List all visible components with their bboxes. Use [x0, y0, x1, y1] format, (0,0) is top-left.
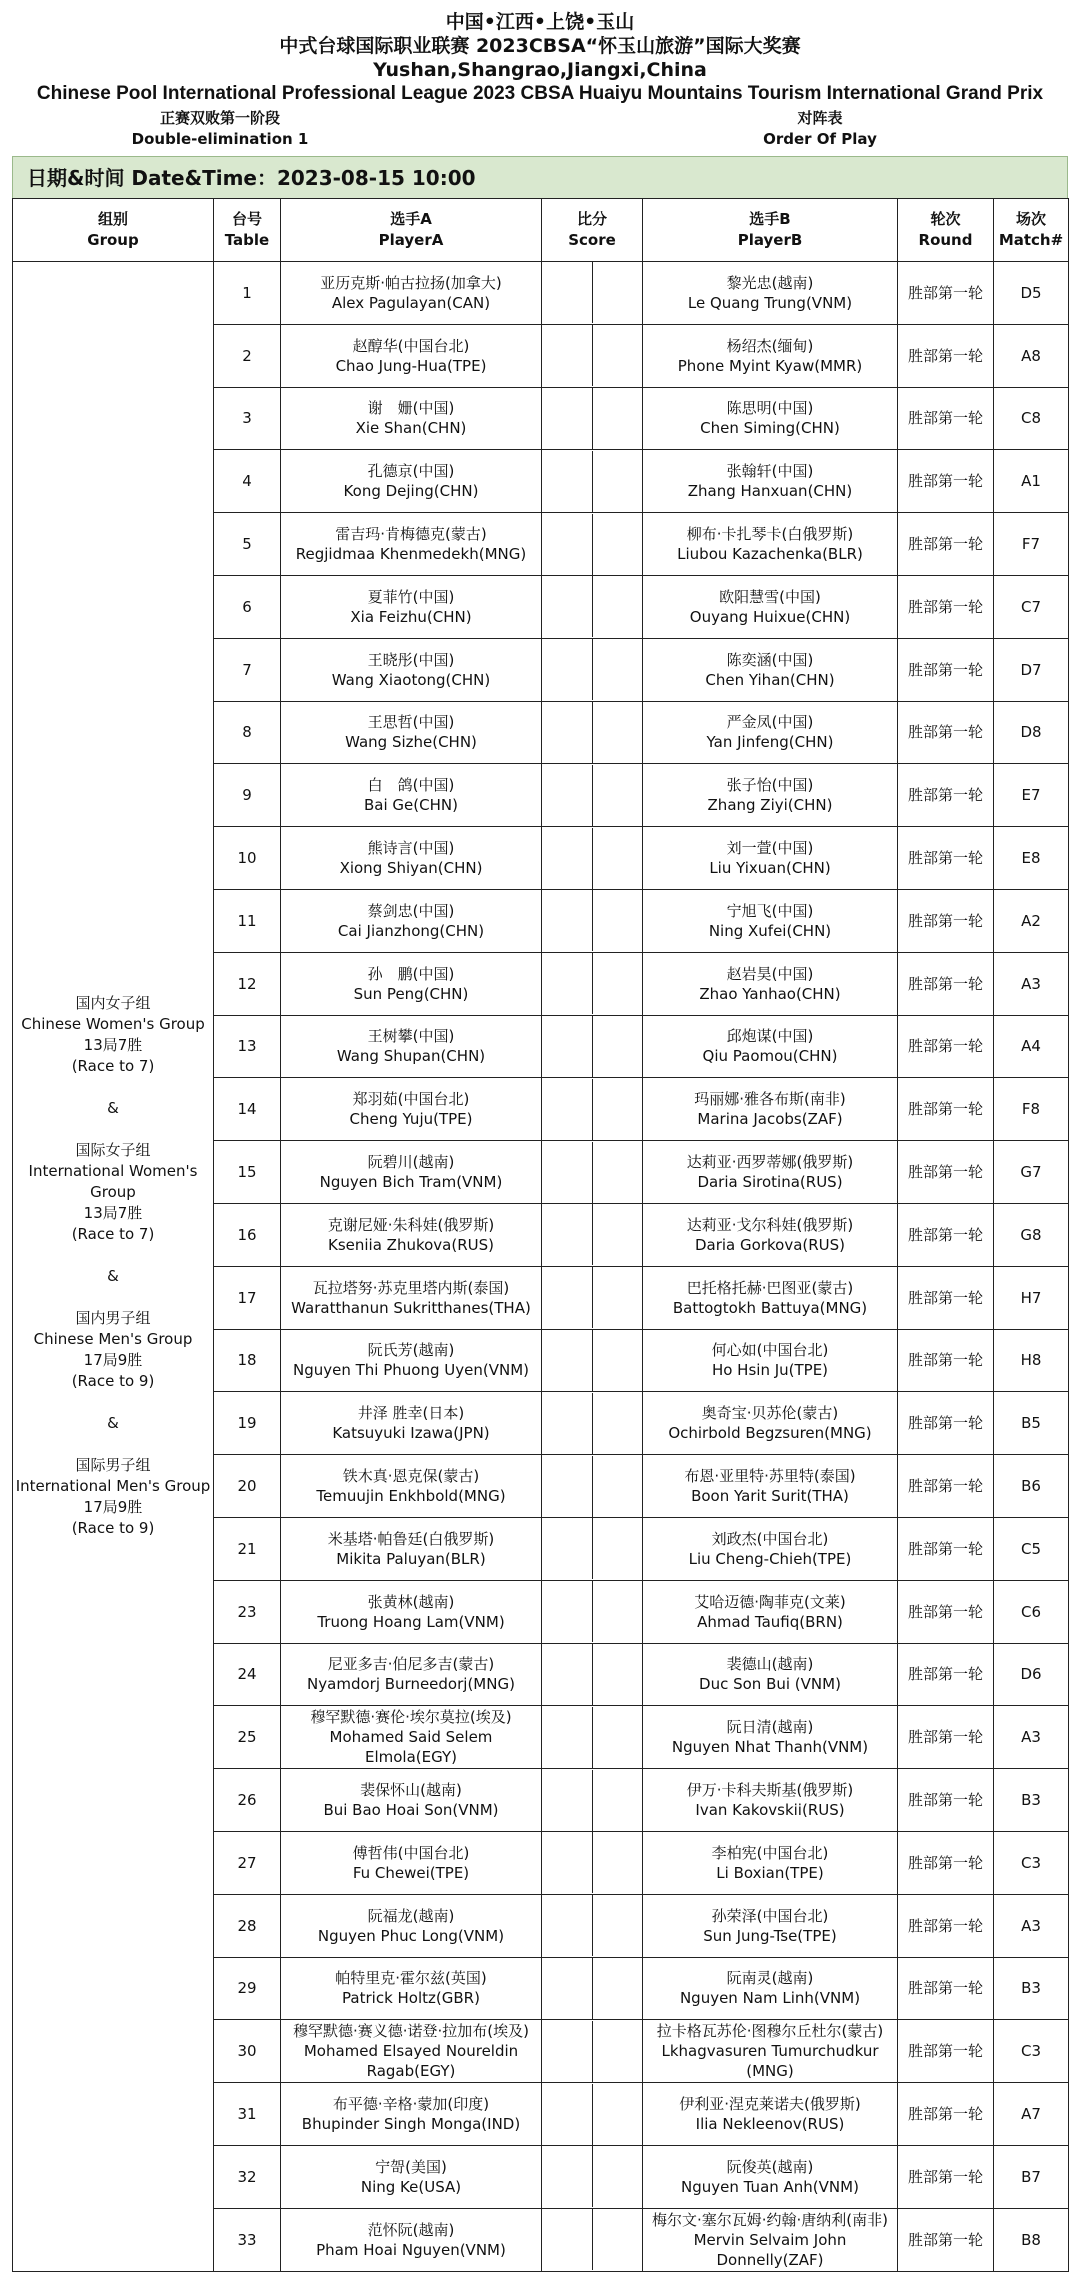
match-number: D7	[994, 638, 1069, 701]
match-number: F7	[994, 513, 1069, 576]
match-number: A2	[994, 889, 1069, 952]
round: 胜部第一轮	[898, 1455, 994, 1518]
table-number: 23	[214, 1580, 281, 1643]
match-number: C7	[994, 575, 1069, 638]
player-b: 邱炮谋(中国) Qiu Paomou(CHN)	[643, 1015, 898, 1078]
score-cell	[542, 1266, 643, 1329]
round: 胜部第一轮	[898, 1957, 994, 2020]
score-a	[542, 1581, 593, 1642]
match-number: A3	[994, 1894, 1069, 1957]
score-cell	[542, 952, 643, 1015]
player-b: 达莉亚·戈尔科娃(俄罗斯) Daria Gorkova(RUS)	[643, 1203, 898, 1266]
score-cell	[542, 1329, 643, 1392]
score-b	[593, 702, 643, 763]
score-cell	[542, 2208, 643, 2271]
player-a: 亚历克斯·帕古拉扬(加拿大) Alex Pagulayan(CAN)	[281, 262, 542, 325]
score-a	[542, 1016, 593, 1077]
col-player-b: 选手B PlayerB	[643, 199, 898, 262]
player-b: 布恩·亚里特·苏里特(泰国) Boon Yarit Surit(THA)	[643, 1455, 898, 1518]
round: 胜部第一轮	[898, 889, 994, 952]
score-b	[593, 1707, 643, 1768]
round: 胜部第一轮	[898, 450, 994, 513]
player-a: 井泽 胜幸(日本) Katsuyuki Izawa(JPN)	[281, 1392, 542, 1455]
player-a: 米基塔·帕鲁廷(白俄罗斯) Mikita Paluyan(BLR)	[281, 1517, 542, 1580]
col-match: 场次 Match#	[994, 199, 1069, 262]
score-a	[542, 1079, 593, 1140]
round: 胜部第一轮	[898, 1203, 994, 1266]
match-number: G7	[994, 1141, 1069, 1204]
table-number: 4	[214, 450, 281, 513]
match-number: B6	[994, 1455, 1069, 1518]
score-cell	[542, 1580, 643, 1643]
col-player-a: 选手A PlayerA	[281, 199, 542, 262]
score-a	[542, 325, 593, 386]
order-en: Order Of Play	[763, 130, 877, 148]
score-b	[593, 388, 643, 449]
player-a: 铁木真·恩克保(蒙古) Temuujin Enkhbold(MNG)	[281, 1455, 542, 1518]
score-cell	[542, 2020, 643, 2083]
score-b	[593, 1518, 643, 1579]
player-b: 宁旭飞(中国) Ning Xufei(CHN)	[643, 889, 898, 952]
score-b	[593, 1895, 643, 1956]
location-title: 中国•江西•上饶•玉山	[445, 11, 635, 33]
player-a: 赵醇华(中国台北) Chao Jung-Hua(TPE)	[281, 324, 542, 387]
score-cell	[542, 2083, 643, 2146]
table-number: 25	[214, 1706, 281, 1769]
score-a	[542, 2146, 593, 2207]
score-b	[593, 2146, 643, 2207]
player-b: 阮日清(越南) Nguyen Nhat Thanh(VNM)	[643, 1706, 898, 1769]
score-a	[542, 1330, 593, 1391]
score-a	[542, 1644, 593, 1705]
score-b	[593, 1958, 643, 2019]
player-b: 裴德山(越南) Duc Son Bui (VNM)	[643, 1643, 898, 1706]
table-number: 31	[214, 2083, 281, 2146]
player-b: 严金凤(中国) Yan Jinfeng(CHN)	[643, 701, 898, 764]
match-number: E8	[994, 827, 1069, 890]
score-b	[593, 576, 643, 637]
stage-cn: 正赛双败第一阶段	[159, 109, 280, 127]
round: 胜部第一轮	[898, 2020, 994, 2083]
score-cell	[542, 324, 643, 387]
table-number: 27	[214, 1831, 281, 1894]
player-a: 孙 鹏(中国) Sun Peng(CHN)	[281, 952, 542, 1015]
player-b: 张翰轩(中国) Zhang Hanxuan(CHN)	[643, 450, 898, 513]
score-cell	[542, 638, 643, 701]
match-number: C8	[994, 387, 1069, 450]
round: 胜部第一轮	[898, 1329, 994, 1392]
score-b	[593, 1393, 643, 1454]
player-b: 刘政杰(中国台北) Liu Cheng-Chieh(TPE)	[643, 1517, 898, 1580]
page-header	[0, 0, 1080, 106]
player-b: 玛丽娜·雅各布斯(南非) Marina Jacobs(ZAF)	[643, 1078, 898, 1141]
player-a: 宁哿(美国) Ning Ke(USA)	[281, 2145, 542, 2208]
table-number: 26	[214, 1769, 281, 1832]
table-number: 2	[214, 324, 281, 387]
score-cell	[542, 1078, 643, 1141]
col-table: 台号 Table	[214, 199, 281, 262]
score-cell	[542, 1831, 643, 1894]
player-a: 孔德京(中国) Kong Dejing(CHN)	[281, 450, 542, 513]
table-number: 13	[214, 1015, 281, 1078]
player-a: 阮碧川(越南) Nguyen Bich Tram(VNM)	[281, 1141, 542, 1204]
score-cell	[542, 2145, 643, 2208]
player-b: 杨绍杰(缅甸) Phone Myint Kyaw(MMR)	[643, 324, 898, 387]
score-b	[593, 1016, 643, 1077]
score-b	[593, 1456, 643, 1517]
round: 胜部第一轮	[898, 387, 994, 450]
round: 胜部第一轮	[898, 575, 994, 638]
score-a	[542, 262, 593, 323]
match-number: A8	[994, 324, 1069, 387]
match-number: G8	[994, 1203, 1069, 1266]
col-round: 轮次 Round	[898, 199, 994, 262]
score-a	[542, 828, 593, 889]
score-b	[593, 765, 643, 826]
score-a	[542, 576, 593, 637]
score-b	[593, 1267, 643, 1328]
player-b: 达莉亚·西罗蒂娜(俄罗斯) Daria Sirotina(RUS)	[643, 1141, 898, 1204]
player-a: 穆罕默德·赛伦·埃尔莫拉(埃及) Mohamed Said Selem Elmola(EGY)	[281, 1706, 542, 1769]
player-a: 白 鸽(中国) Bai Ge(CHN)	[281, 764, 542, 827]
player-a: 熊诗言(中国) Xiong Shiyan(CHN)	[281, 827, 542, 890]
score-cell	[542, 1706, 643, 1769]
round: 胜部第一轮	[898, 2208, 994, 2271]
score-cell	[542, 387, 643, 450]
player-b: 李柏宪(中国台北) Li Boxian(TPE)	[643, 1831, 898, 1894]
score-b	[593, 2021, 643, 2082]
score-a	[542, 765, 593, 826]
score-b	[593, 1770, 643, 1831]
location-title-en: Yushan,Shangrao,Jiangxi,China	[373, 59, 707, 81]
score-a	[542, 514, 593, 575]
round: 胜部第一轮	[898, 827, 994, 890]
table-number: 9	[214, 764, 281, 827]
score-a	[542, 1832, 593, 1893]
score-cell	[542, 764, 643, 827]
score-b	[593, 2209, 643, 2270]
score-a	[542, 1393, 593, 1454]
player-b: 赵岩昊(中国) Zhao Yanhao(CHN)	[643, 952, 898, 1015]
stage-info	[0, 108, 1080, 150]
round: 胜部第一轮	[898, 1266, 994, 1329]
score-a	[542, 1958, 593, 2019]
match-number: B8	[994, 2208, 1069, 2271]
score-a	[542, 1707, 593, 1768]
match-number: F8	[994, 1078, 1069, 1141]
score-a	[542, 1518, 593, 1579]
table-number: 16	[214, 1203, 281, 1266]
score-a	[542, 1895, 593, 1956]
col-score: 比分 Score	[542, 199, 643, 262]
player-b: 伊利亚·涅克莱诺夫(俄罗斯) Ilia Nekleenov(RUS)	[643, 2083, 898, 2146]
match-number: C6	[994, 1580, 1069, 1643]
match-number: B3	[994, 1957, 1069, 2020]
score-a	[542, 1456, 593, 1517]
score-a	[542, 1770, 593, 1831]
order-of-play-table	[12, 198, 1069, 2272]
round: 胜部第一轮	[898, 952, 994, 1015]
player-b: 黎光忠(越南) Le Quang Trung(VNM)	[643, 262, 898, 325]
table-number: 12	[214, 952, 281, 1015]
score-a	[542, 1267, 593, 1328]
player-a: 蔡剑忠(中国) Cai Jianzhong(CHN)	[281, 889, 542, 952]
round: 胜部第一轮	[898, 1580, 994, 1643]
score-cell	[542, 262, 643, 325]
score-cell	[542, 889, 643, 952]
score-b	[593, 1644, 643, 1705]
player-a: 范怀阮(越南) Pham Hoai Nguyen(VNM)	[281, 2208, 542, 2271]
player-b: 梅尔文·塞尔瓦姆·约翰·唐纳利(南非) Mervin Selvaim John Donnelly(ZAF)	[643, 2208, 898, 2271]
score-cell	[542, 1894, 643, 1957]
event-title-en: Chinese Pool International Professional League 2023 CBSA Huaiyu Mountains Tourism International Grand Prix	[36, 83, 1044, 104]
round: 胜部第一轮	[898, 1706, 994, 1769]
match-number: A7	[994, 2083, 1069, 2146]
table-number: 8	[214, 701, 281, 764]
player-b: 陈思明(中国) Chen Siming(CHN)	[643, 387, 898, 450]
score-cell	[542, 1957, 643, 2020]
match-number: H7	[994, 1266, 1069, 1329]
round: 胜部第一轮	[898, 324, 994, 387]
date-time-bar: 日期&时间 Date&Time：2023-08-15 10:00	[12, 156, 1068, 198]
event-title-cn: 中式台球国际职业联赛 2023CBSA“怀玉山旅游”国际大奖赛	[279, 35, 801, 57]
player-a: 雷吉玛·肯梅德克(蒙古) Regjidmaa Khenmedekh(MNG)	[281, 513, 542, 576]
table-number: 10	[214, 827, 281, 890]
score-cell	[542, 450, 643, 513]
match-number: C3	[994, 1831, 1069, 1894]
round: 胜部第一轮	[898, 1392, 994, 1455]
score-a	[542, 890, 593, 951]
player-a: 夏菲竹(中国) Xia Feizhu(CHN)	[281, 575, 542, 638]
table-number: 21	[214, 1517, 281, 1580]
player-a: 布平德·辛格·蒙加(印度) Bhupinder Singh Monga(IND)	[281, 2083, 542, 2146]
round: 胜部第一轮	[898, 1015, 994, 1078]
player-b: 奥奇宝·贝苏伦(蒙古) Ochirbold Begzsuren(MNG)	[643, 1392, 898, 1455]
score-cell	[542, 1141, 643, 1204]
round: 胜部第一轮	[898, 2083, 994, 2146]
match-number: A4	[994, 1015, 1069, 1078]
round: 胜部第一轮	[898, 1141, 994, 1204]
score-a	[542, 702, 593, 763]
score-b	[593, 1330, 643, 1391]
table-number: 3	[214, 387, 281, 450]
match-number: C3	[994, 2020, 1069, 2083]
table-number: 33	[214, 2208, 281, 2271]
player-a: 王树攀(中国) Wang Shupan(CHN)	[281, 1015, 542, 1078]
table-row	[13, 262, 1069, 325]
score-a	[542, 388, 593, 449]
score-b	[593, 1079, 643, 1140]
table-number: 5	[214, 513, 281, 576]
player-a: 克谢尼娅·朱科娃(俄罗斯) Kseniia Zhukova(RUS)	[281, 1203, 542, 1266]
score-a	[542, 1204, 593, 1265]
match-number: D8	[994, 701, 1069, 764]
player-b: 巴托格托赫·巴图亚(蒙古) Battogtokh Battuya(MNG)	[643, 1266, 898, 1329]
score-b	[593, 828, 643, 889]
score-cell	[542, 1643, 643, 1706]
score-b	[593, 953, 643, 1014]
score-b	[593, 262, 643, 323]
table-number: 20	[214, 1455, 281, 1518]
player-b: 孙荣泽(中国台北) Sun Jung-Tse(TPE)	[643, 1894, 898, 1957]
match-number: H8	[994, 1329, 1069, 1392]
score-cell	[542, 1769, 643, 1832]
player-b: 柳布·卡扎琴卡(白俄罗斯) Liubou Kazachenka(BLR)	[643, 513, 898, 576]
player-a: 张黄林(越南) Truong Hoang Lam(VNM)	[281, 1580, 542, 1643]
score-b	[593, 639, 643, 700]
score-cell	[542, 1203, 643, 1266]
score-b	[593, 514, 643, 575]
score-a	[542, 2209, 593, 2270]
player-a: 瓦拉塔努·苏克里塔内斯(泰国) Waratthanun Sukritthanes(THA)	[281, 1266, 542, 1329]
player-a: 郑羽茹(中国台北) Cheng Yuju(TPE)	[281, 1078, 542, 1141]
order-cn: 对阵表	[797, 109, 843, 127]
col-group: 组别 Group	[13, 199, 214, 262]
round: 胜部第一轮	[898, 1894, 994, 1957]
player-b: 阮俊英(越南) Nguyen Tuan Anh(VNM)	[643, 2145, 898, 2208]
match-number: D5	[994, 262, 1069, 325]
match-number: B7	[994, 2145, 1069, 2208]
player-b: 何心如(中国台北) Ho Hsin Ju(TPE)	[643, 1329, 898, 1392]
round: 胜部第一轮	[898, 1831, 994, 1894]
match-number: E7	[994, 764, 1069, 827]
table-header-row	[13, 199, 1069, 262]
match-number: B5	[994, 1392, 1069, 1455]
score-cell	[542, 1455, 643, 1518]
score-b	[593, 1581, 643, 1642]
player-a: 帕特里克·霍尔兹(英国) Patrick Holtz(GBR)	[281, 1957, 542, 2020]
round: 胜部第一轮	[898, 2145, 994, 2208]
player-b: 拉卡格瓦苏伦·图穆尔丘杜尔(蒙古) Lkhagvasuren Tumurchudkur (MNG)	[643, 2020, 898, 2083]
table-number: 1	[214, 262, 281, 325]
score-b	[593, 1142, 643, 1203]
table-number: 28	[214, 1894, 281, 1957]
player-a: 尼亚多吉·伯尼多吉(蒙古) Nyamdorj Burneedorj(MNG)	[281, 1643, 542, 1706]
score-cell	[542, 1517, 643, 1580]
score-cell	[542, 701, 643, 764]
table-number: 11	[214, 889, 281, 952]
table-number: 14	[214, 1078, 281, 1141]
score-cell	[542, 513, 643, 576]
stage-en: Double-elimination 1	[131, 130, 309, 148]
score-a	[542, 2084, 593, 2145]
player-a: 穆罕默德·赛义德·诺登·拉加布(埃及) Mohamed Elsayed Noureldin Ragab(EGY)	[281, 2020, 542, 2083]
match-number: A3	[994, 1706, 1069, 1769]
score-a	[542, 1142, 593, 1203]
score-b	[593, 1832, 643, 1893]
group-cell: 国内女子组 Chinese Women's Group 13局7胜 (Race to 7) & 国际女子组 International Women's Group 13局7胜 (Race to 7) & 国内男子组 Chinese Men's Group 17局9胜 (Race to 9) & 国际男子组 International Men's Group 17局9胜 (Race to 9)	[13, 262, 214, 2272]
score-cell	[542, 827, 643, 890]
score-b	[593, 451, 643, 512]
table-number: 6	[214, 575, 281, 638]
player-a: 裴保怀山(越南) Bui Bao Hoai Son(VNM)	[281, 1769, 542, 1832]
match-number: C5	[994, 1517, 1069, 1580]
score-a	[542, 451, 593, 512]
table-number: 17	[214, 1266, 281, 1329]
score-b	[593, 1204, 643, 1265]
table-number: 7	[214, 638, 281, 701]
player-b: 伊万·卡科夫斯基(俄罗斯) Ivan Kakovskii(RUS)	[643, 1769, 898, 1832]
round: 胜部第一轮	[898, 1643, 994, 1706]
player-b: 刘一萱(中国) Liu Yixuan(CHN)	[643, 827, 898, 890]
player-a: 阮氏芳(越南) Nguyen Thi Phuong Uyen(VNM)	[281, 1329, 542, 1392]
score-a	[542, 639, 593, 700]
table-number: 24	[214, 1643, 281, 1706]
score-b	[593, 890, 643, 951]
round: 胜部第一轮	[898, 1769, 994, 1832]
score-cell	[542, 575, 643, 638]
score-b	[593, 2084, 643, 2145]
player-b: 阮南灵(越南) Nguyen Nam Linh(VNM)	[643, 1957, 898, 2020]
table-number: 19	[214, 1392, 281, 1455]
table-number: 15	[214, 1141, 281, 1204]
score-cell	[542, 1392, 643, 1455]
round: 胜部第一轮	[898, 1078, 994, 1141]
score-b	[593, 325, 643, 386]
round: 胜部第一轮	[898, 262, 994, 325]
table-number: 32	[214, 2145, 281, 2208]
table-number: 30	[214, 2020, 281, 2083]
match-number: B3	[994, 1769, 1069, 1832]
score-cell	[542, 1015, 643, 1078]
player-b: 陈奕涵(中国) Chen Yihan(CHN)	[643, 638, 898, 701]
player-a: 王晓彤(中国) Wang Xiaotong(CHN)	[281, 638, 542, 701]
player-a: 阮福龙(越南) Nguyen Phuc Long(VNM)	[281, 1894, 542, 1957]
score-a	[542, 953, 593, 1014]
round: 胜部第一轮	[898, 701, 994, 764]
match-number: D6	[994, 1643, 1069, 1706]
round: 胜部第一轮	[898, 513, 994, 576]
round: 胜部第一轮	[898, 764, 994, 827]
match-number: A3	[994, 952, 1069, 1015]
match-number: A1	[994, 450, 1069, 513]
player-a: 王思哲(中国) Wang Sizhe(CHN)	[281, 701, 542, 764]
player-a: 傅哲伟(中国台北) Fu Chewei(TPE)	[281, 1831, 542, 1894]
round: 胜部第一轮	[898, 1517, 994, 1580]
table-number: 29	[214, 1957, 281, 2020]
player-b: 张子怡(中国) Zhang Ziyi(CHN)	[643, 764, 898, 827]
player-a: 谢 姗(中国) Xie Shan(CHN)	[281, 387, 542, 450]
score-a	[542, 2021, 593, 2082]
player-b: 欧阳慧雪(中国) Ouyang Huixue(CHN)	[643, 575, 898, 638]
round: 胜部第一轮	[898, 638, 994, 701]
player-b: 艾哈迈德·陶菲克(文莱) Ahmad Taufiq(BRN)	[643, 1580, 898, 1643]
table-number: 18	[214, 1329, 281, 1392]
